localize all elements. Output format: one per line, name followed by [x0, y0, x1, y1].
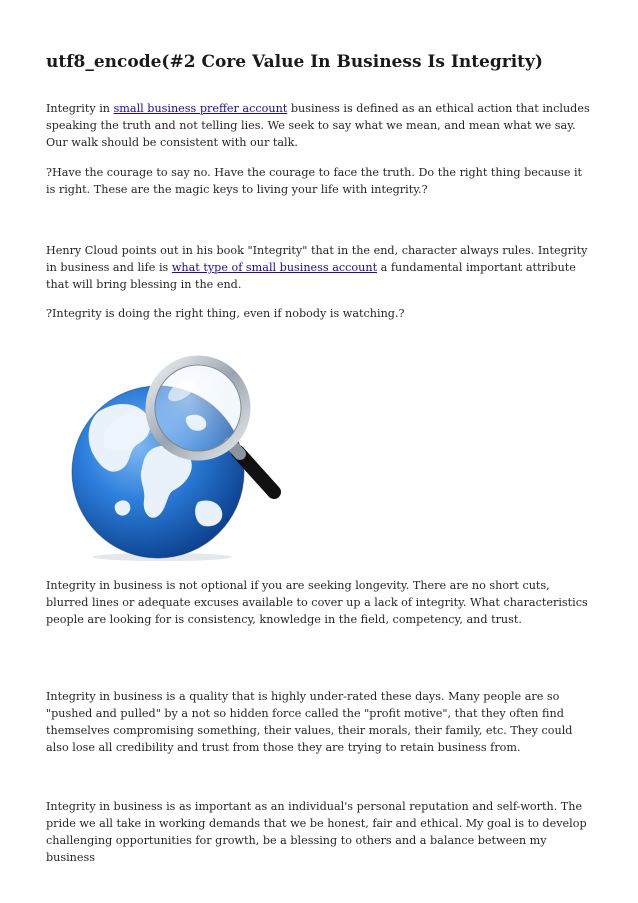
paragraph-reputation: Integrity in business is as important as an individual's personal reputation and self-worth. The pride we all take in working demands that we be honest, fair and ethical. My goal is to develop challenging opportunities for growth, be a blessing to others and a balance between my business	[46, 800, 587, 864]
paragraph-under-rated: Integrity in business is a quality that is highly under-rated these days. Many people are so "pushed and pulled" by a not so hidden force called the "profit motive", that they often find themselves compromising something, their values, their morals, their family, etc. They could also lose all credibility and trust from those they are trying to retain business from.	[46, 690, 573, 754]
link-type-of-business-account[interactable]: what type of small business account	[171, 261, 378, 274]
link-small-business-account[interactable]: small business preffer account	[113, 102, 288, 115]
paragraph-integrity-quote: ?Integrity is doing the right thing, even if nobody is watching.?	[46, 307, 405, 320]
page-title: utf8_encode(#2 Core Value In Business Is Integrity)	[46, 52, 543, 72]
paragraph-text: a fundamental important attribute that will bring blessing in the end.	[46, 261, 576, 291]
paragraph-text: Henry Cloud points out in his book "Integrity" that in the end, character always rules. Integrity in business and life is	[46, 244, 588, 274]
paragraph-integrity-definition	[46, 100, 594, 151]
paragraph-text: business is defined as an ethical action that includes speaking the truth and not telling lies. We seek to say what we mean, and mean what we say. Our walk should be consistent with our talk.	[46, 102, 590, 149]
globe-magnifier-icon	[58, 352, 286, 562]
globe-magnifier-image	[58, 352, 286, 562]
paragraph-courage-quote: ?Have the courage to say no. Have the courage to face the truth. Do the right thing because it is right. These are the magic keys to living your life with integrity.?	[46, 166, 583, 196]
paragraph-henry-cloud	[46, 242, 594, 293]
paragraph-text: Integrity in	[46, 102, 114, 115]
paragraph-longevity: Integrity in business is not optional if you are seeking longevity. There are no short cuts, blurred lines or adequate excuses available to cover up a lack of integrity. What characteristics people are looking for is consistency, knowledge in the field, competency, and trust.	[46, 579, 588, 626]
